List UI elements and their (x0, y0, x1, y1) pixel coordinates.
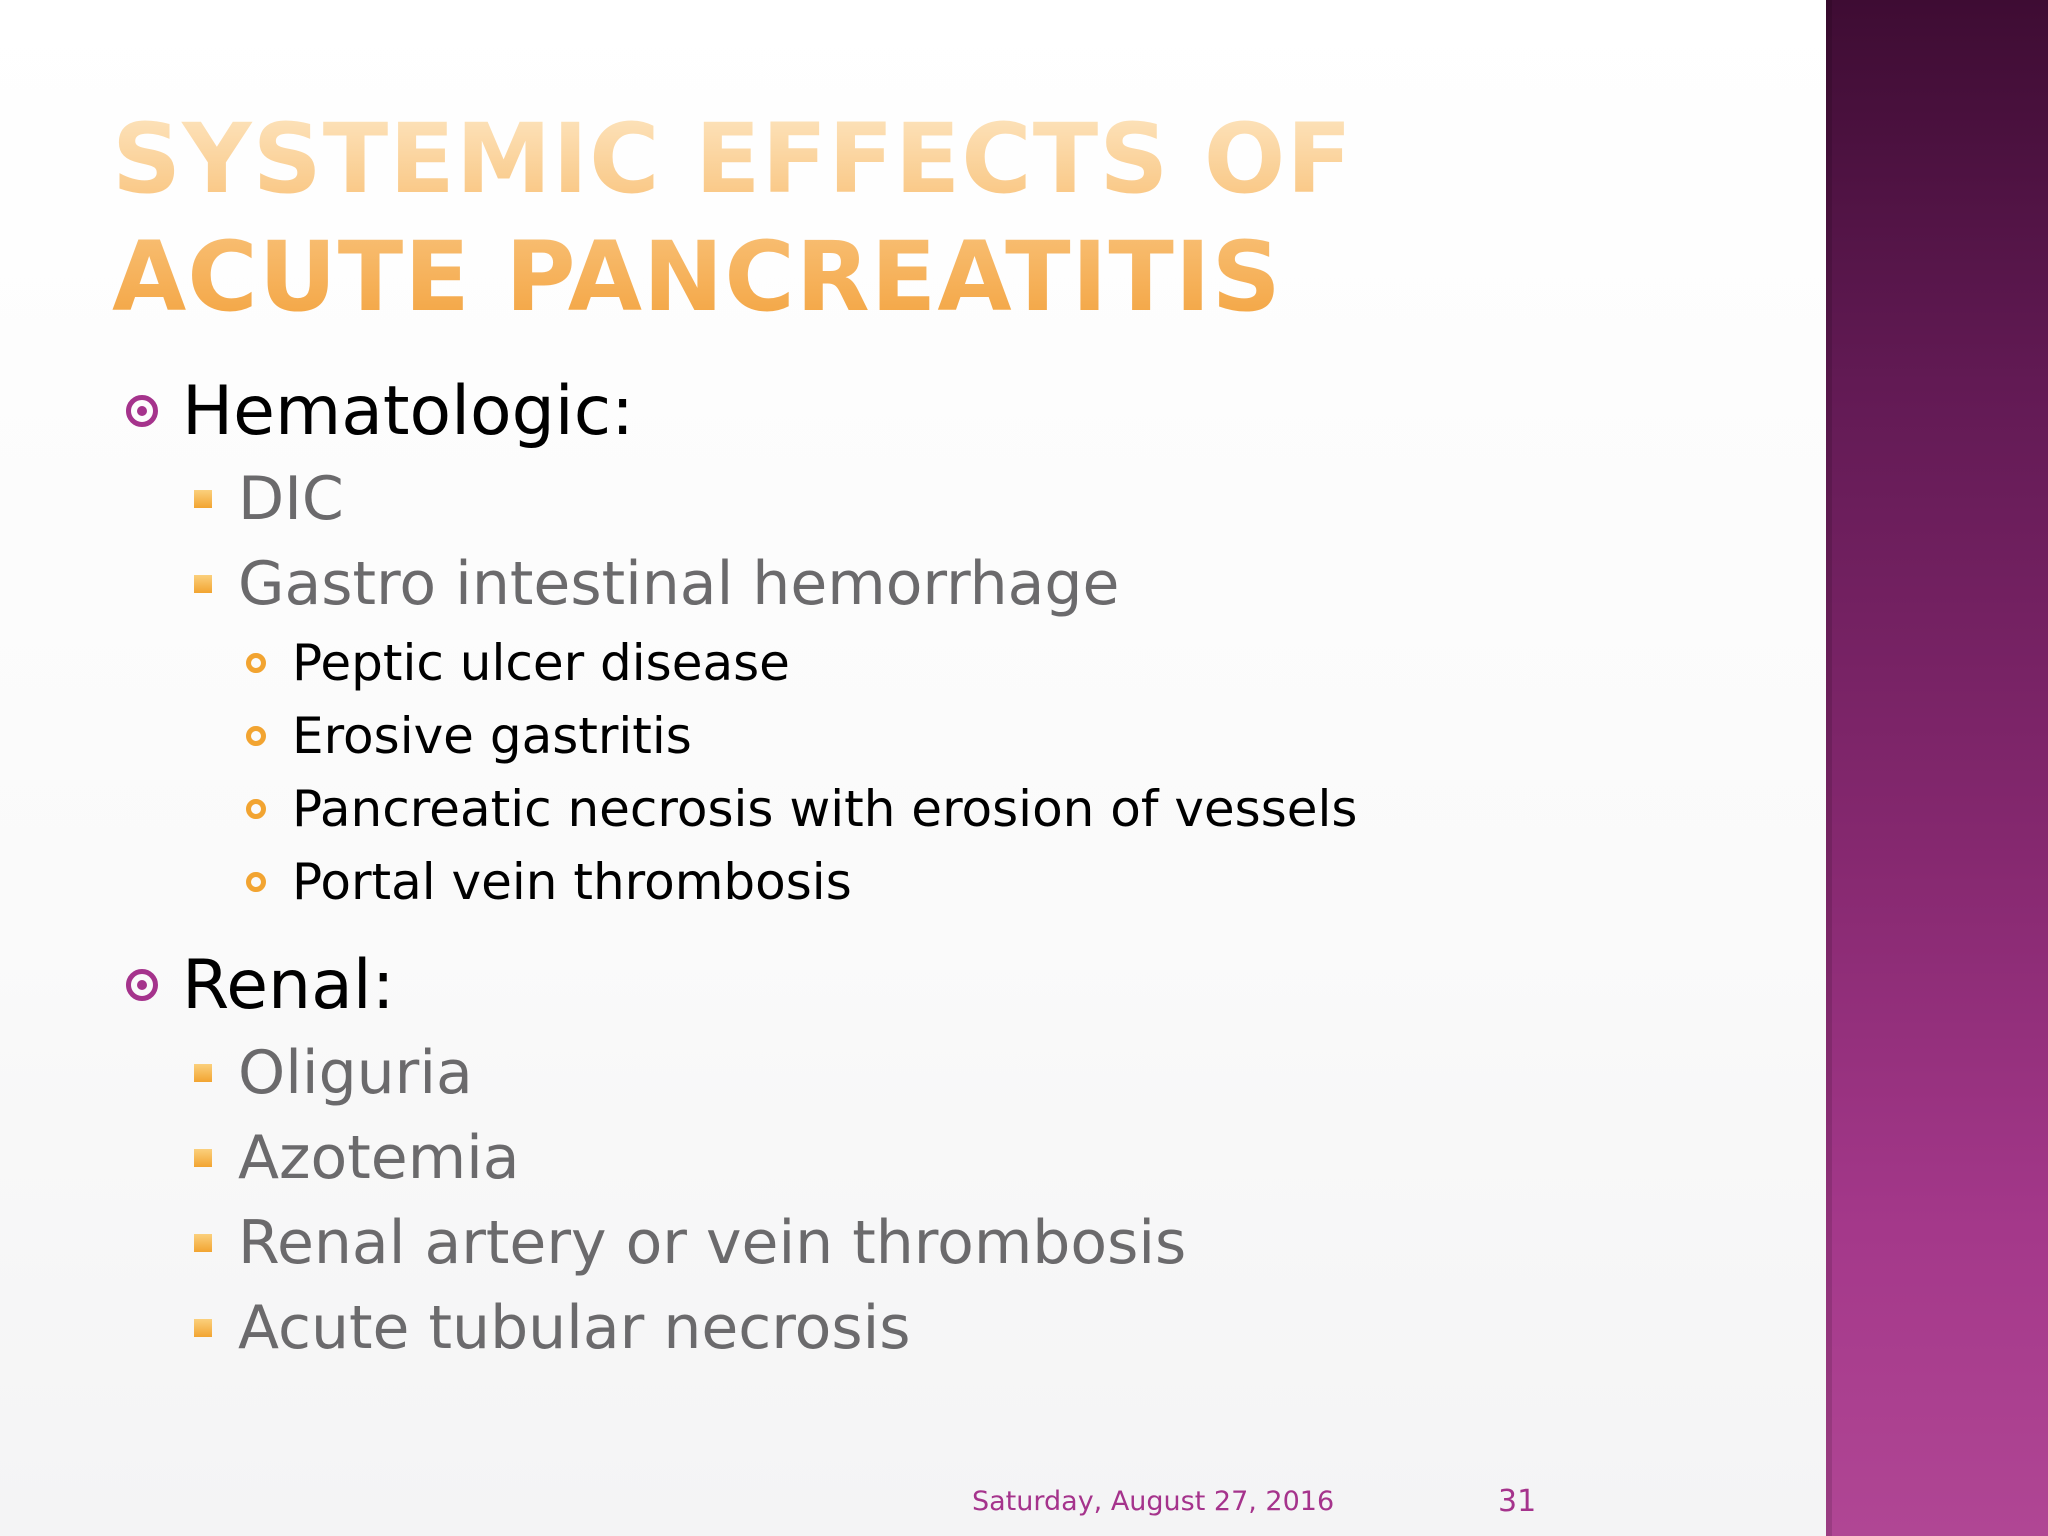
footer-date: Saturday, August 27, 2016 (972, 1486, 1335, 1517)
square-bullet-icon (194, 490, 212, 508)
sub-list-item (126, 772, 1786, 845)
target-bullet-icon (126, 969, 158, 1001)
sub-list-item-label: Peptic ulcer disease (292, 633, 790, 692)
list-item-label: DIC (238, 463, 344, 534)
section-heading-renal (126, 940, 1786, 1030)
section-heading-label: Renal: (182, 945, 395, 1025)
slide-number: 31 (1498, 1484, 1537, 1519)
ring-bullet-icon (246, 799, 266, 819)
ring-bullet-icon (246, 726, 266, 746)
square-bullet-icon (194, 1064, 212, 1082)
square-bullet-icon (194, 575, 212, 593)
sub-list-item-label: Portal vein thrombosis (292, 852, 852, 911)
list-item-label: Renal artery or vein thrombosis (238, 1207, 1187, 1278)
side-decor-bar (1826, 0, 2048, 1536)
ring-bullet-icon (246, 872, 266, 892)
square-bullet-icon (194, 1234, 212, 1252)
sub-list-item (126, 845, 1786, 918)
list-item-label: Gastro intestinal hemorrhage (238, 548, 1120, 619)
slide-title: SYSTEMIC EFFECTS OF ACUTE PANCREATITIS (112, 100, 1512, 336)
target-bullet-icon (126, 395, 158, 427)
list-item (126, 1030, 1786, 1115)
section-heading-hematologic (126, 366, 1786, 456)
list-item (126, 541, 1786, 626)
square-bullet-icon (194, 1319, 212, 1337)
list-item-label: Oliguria (238, 1037, 473, 1108)
list-item (126, 1285, 1786, 1370)
section-heading-label: Hematologic: (182, 371, 634, 451)
list-item (126, 1115, 1786, 1200)
list-item (126, 456, 1786, 541)
sub-list-item-label: Erosive gastritis (292, 706, 692, 765)
sub-list-item (126, 699, 1786, 772)
list-item-label: Azotemia (238, 1122, 520, 1193)
square-bullet-icon (194, 1149, 212, 1167)
slide-body (126, 366, 1786, 1370)
sub-list-item-label: Pancreatic necrosis with erosion of vessels (292, 779, 1358, 838)
sub-list-item (126, 626, 1786, 699)
list-item-label: Acute tubular necrosis (238, 1292, 911, 1363)
list-item (126, 1200, 1786, 1285)
ring-bullet-icon (246, 653, 266, 673)
